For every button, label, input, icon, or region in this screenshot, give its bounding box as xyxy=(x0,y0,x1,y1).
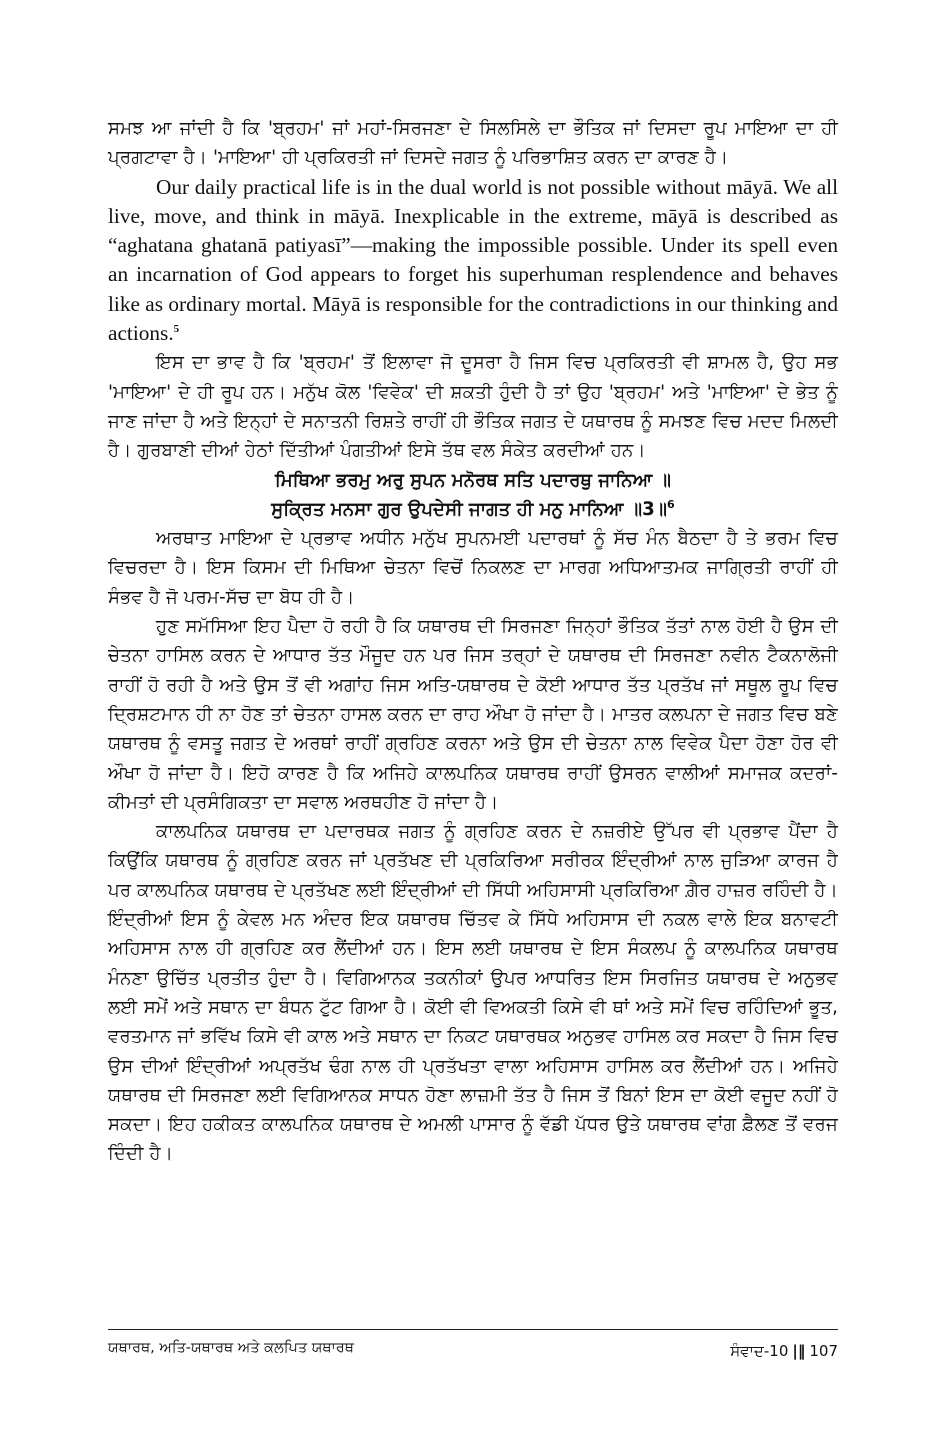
paragraph-3: ਇਸ ਦਾ ਭਾਵ ਹੈ ਕਿ 'ਬ੍ਰਹਮ' ਤੋਂ ਇਲਾਵਾ ਜੋ ਦੂਸਰਾ ਹੈ ਜਿਸ ਵਿਚ ਪ੍ਰਕਿਰਤੀ ਵੀ ਸ਼ਾਮਲ ਹੈ, ਉਹ ਸਭ 'ਮਾਇਆ' ਦੇ ਹੀ ਰੂਪ ਹਨ। ਮਨੁੱਖ ਕੋਲ 'ਵਿਵੇਕ' ਦੀ ਸ਼ਕਤੀ ਹੁੰਦੀ ਹੈ ਤਾਂ ਉਹ 'ਬ੍ਰਹਮ' ਅਤੇ 'ਮਾਇਆ' ਦੇ ਭੇਤ ਨੂੰ ਜਾਣ ਜਾਂਦਾ ਹੈ ਅਤੇ ਇਨ੍ਹਾਂ ਦੇ ਸਨਾਤਨੀ ਰਿਸ਼ਤੇ ਰਾਹੀਂ ਹੀ ਭੌਤਿਕ ਜਗਤ ਦੇ ਯਥਾਰਥ ਨੂੰ ਸਮਝਣ ਵਿਚ ਮਦਦ ਮਿਲਦੀ ਹੈ। ਗੁਰਬਾਣੀ ਦੀਆਂ ਹੇਠਾਂ ਦਿੱਤੀਆਂ ਪੰਗਤੀਆਂ ਇਸੇ ਤੱਥ ਵਲ ਸੰਕੇਤ ਕਰਦੀਆਂ ਹਨ। xyxy=(108,352,838,462)
page-body xyxy=(108,114,838,1169)
journal-name: ਸੰਵਾਦ-10 xyxy=(730,1342,789,1360)
paragraph-1: ਸਮਝ ਆ ਜਾਂਦੀ ਹੈ ਕਿ 'ਬ੍ਰਹਮ' ਜਾਂ ਮਹਾਂ-ਸਿਰਜਣਾ ਦੇ ਸਿਲਸਿਲੇ ਦਾ ਭੌਤਿਕ ਜਾਂ ਦਿਸਦਾ ਰੂਪ ਮਾਇਆ ਦਾ ਹੀ ਪ੍ਰਗਟਾਵਾ ਹੈ। 'ਮਾਇਆ' ਹੀ ਪ੍ਰਕਿਰਤੀ ਜਾਂ ਦਿਸਦੇ ਜਗਤ ਨੂੰ ਪਰਿਭਾਸ਼ਿਤ ਕਰਨ ਦਾ ਕਾਰਣ ਹੈ। xyxy=(108,118,838,169)
paragraph-6: ਕਾਲਪਨਿਕ ਯਥਾਰਥ ਦਾ ਪਦਾਰਥਕ ਜਗਤ ਨੂੰ ਗ੍ਰਹਿਣ ਕਰਨ ਦੇ ਨਜ਼ਰੀਏ ਉੱਪਰ ਵੀ ਪ੍ਰਭਾਵ ਪੈਂਦਾ ਹੈ ਕਿਉਂਕਿ ਯਥਾਰਥ ਨੂੰ ਗ੍ਰਹਿਣ ਕਰਨ ਜਾਂ ਪ੍ਰਤੱਖਣ ਦੀ ਪ੍ਰਕਿਰਿਆ ਸਰੀਰਕ ਇੰਦ੍ਰੀਆਂ ਨਾਲ ਜੁੜਿਆ ਕਾਰਜ ਹੈ ਪਰ ਕਾਲਪਨਿਕ ਯਥਾਰਥ ਦੇ ਪ੍ਰਤੱਖਣ ਲਈ ਇੰਦ੍ਰੀਆਂ ਦੀ ਸਿੱਧੀ ਅਹਿਸਾਸੀ ਪ੍ਰਕਿਰਿਆ ਗ਼ੈਰ ਹਾਜ਼ਰ ਰਹਿੰਦੀ ਹੈ। ਇੰਦ੍ਰੀਆਂ ਇਸ ਨੂੰ ਕੇਵਲ ਮਨ ਅੰਦਰ ਇਕ ਯਥਾਰਥ ਚਿੱਤਵ ਕੇ ਸਿੱਧੇ ਅਹਿਸਾਸ ਦੀ ਨਕਲ ਵਾਲੇ ਇਕ ਬਨਾਵਟੀ ਅਹਿਸਾਸ ਨਾਲ ਹੀ ਗ੍ਰਹਿਣ ਕਰ ਲੈਂਦੀਆਂ ਹਨ। ਇਸ ਲਈ ਯਥਾਰਥ ਦੇ ਇਸ ਸੰਕਲਪ ਨੂੰ ਕਾਲਪਨਿਕ ਯਥਾਰਥ ਮੰਨਣਾ ਉਚਿੱਤ ਪ੍ਰਤੀਤ ਹੁੰਦਾ ਹੈ। ਵਿਗਿਆਨਕ ਤਕਨੀਕਾਂ ਉਪਰ ਆਧਰਿਤ ਇਸ ਸਿਰਜਿਤ ਯਥਾਰਥ ਦੇ ਅਨੁਭਵ ਲਈ ਸਮੇਂ ਅਤੇ ਸਥਾਨ ਦਾ ਬੰਧਨ ਟੁੱਟ ਗਿਆ ਹੈ। ਕੋਈ ਵੀ ਵਿਅਕਤੀ ਕਿਸੇ ਵੀ ਥਾਂ ਅਤੇ ਸਮੇਂ ਵਿਚ ਰਹਿੰਦਿਆਂ ਭੂਤ, ਵਰਤਮਾਨ ਜਾਂ ਭਵਿੱਖ ਕਿਸੇ ਵੀ ਕਾਲ ਅਤੇ ਸਥਾਨ ਦਾ ਨਿਕਟ ਯਥਾਰਥਕ ਅਨੁਭਵ ਹਾਸਿਲ ਕਰ ਸਕਦਾ ਹੈ ਜਿਸ ਵਿਚ ਉਸ ਦੀਆਂ ਇੰਦ੍ਰੀਆਂ ਅਪ੍ਰਤੱਖ ਢੰਗ ਨਾਲ ਹੀ ਪ੍ਰਤੱਖਤਾ ਵਾਲਾ ਅਹਿਸਾਸ ਹਾਸਿਲ ਕਰ ਲੈਂਦੀਆਂ ਹਨ। ਅਜਿਹੇ ਯਥਾਰਥ ਦੀ ਸਿਰਜਣਾ ਲਈ ਵਿਗਿਆਨਕ ਸਾਧਨ ਹੋਣਾ ਲਾਜ਼ਮੀ ਤੱਤ ਹੈ ਜਿਸ ਤੋਂ ਬਿਨਾਂ ਇਸ ਦਾ ਕੋਈ ਵਜੂਦ ਨਹੀਂ ਹੋ ਸਕਦਾ। ਇਹ ਹਕੀਕਤ ਕਾਲਪਨਿਕ ਯਥਾਰਥ ਦੇ ਅਮਲੀ ਪਾਸਾਰ ਨੂੰ ਵੱਡੀ ਪੱਧਰ ਉਤੇ ਯਥਾਰਥ ਵਾਂਗ ਫ਼ੈਲਣ ਤੋਂ ਵਰਜ ਦਿੰਦੀ ਹੈ। xyxy=(108,821,838,1165)
footnote-marker-5: 5 xyxy=(173,322,180,335)
page-number: 107 xyxy=(809,1342,838,1360)
verse-line-2 xyxy=(108,495,838,524)
paragraph-4: ਅਰਥਾਤ ਮਾਇਆ ਦੇ ਪ੍ਰਭਾਵ ਅਧੀਨ ਮਨੁੱਖ ਸੁਪਨਮਈ ਪਦਾਰਥਾਂ ਨੂੰ ਸੱਚ ਮੰਨ ਬੈਠਦਾ ਹੈ ਤੇ ਭਰਮ ਵਿਚ ਵਿਚਰਦਾ ਹੈ। ਇਸ ਕਿਸਮ ਦੀ ਮਿਥਿਆ ਚੇਤਨਾ ਵਿਚੋਂ ਨਿਕਲਣ ਦਾ ਮਾਰਗ ਅਧਿਆਤਮਕ ਜਾਗ੍ਰਿਤੀ ਰਾਹੀਂ ਹੀ ਸੰਭਵ ਹੈ ਜੋ ਪਰਮ-ਸੱਚ ਦਾ ਬੋਧ ਹੀ ਹੈ। xyxy=(108,528,838,608)
running-title: ਯਥਾਰਥ, ਅਤਿ-ਯਥਾਰਥ ਅਤੇ ਕਲਪਿਤ ਯਥਾਰਥ xyxy=(108,1340,354,1356)
page-footer xyxy=(108,1329,838,1360)
verse-line-2-text: ਸੁਕ੍ਰਿਤ ਮਨਸਾ ਗੁਰ ਉਪਦੇਸੀ ਜਾਗਤ ਹੀ ਮਨੁ ਮਾਨਿਆ ॥3॥ xyxy=(271,498,668,520)
paragraph-2-english xyxy=(108,173,838,349)
footer-separator: |‖ xyxy=(792,1342,806,1360)
paragraph-2-text: Our daily practical life is in the dual world is not possible without māyā. We all live, move, and think in māyā. Inexplicable in the extreme, māyā is described as “aghatana ghatanā patiyasī”—making the impossible possible. Under its spell even an incarnation of God appears to forget his superhuman resplendence and behaves like as ordinary mortal. Māyā is responsible for the contradictions in our thinking and actions. xyxy=(108,174,838,346)
paragraph-5: ਹੁਣ ਸਮੱਸਿਆ ਇਹ ਪੈਦਾ ਹੋ ਰਹੀ ਹੈ ਕਿ ਯਥਾਰਥ ਦੀ ਸਿਰਜਣਾ ਜਿਨ੍ਹਾਂ ਭੌਤਿਕ ਤੱਤਾਂ ਨਾਲ ਹੋਈ ਹੈ ਉਸ ਦੀ ਚੇਤਨਾ ਹਾਸਿਲ ਕਰਨ ਦੇ ਆਧਾਰ ਤੱਤ ਮੌਜੂਦ ਹਨ ਪਰ ਜਿਸ ਤਰ੍ਹਾਂ ਦੇ ਯਥਾਰਥ ਦੀ ਸਿਰਜਣਾ ਨਵੀਨ ਟੈਕਨਾਲੋਜੀ ਰਾਹੀਂ ਹੋ ਰਹੀ ਹੈ ਅਤੇ ਉਸ ਤੋਂ ਵੀ ਅਗਾਂਹ ਜਿਸ ਅਤਿ-ਯਥਾਰਥ ਦੇ ਕੋਈ ਆਧਾਰ ਤੱਤ ਪ੍ਰਤੱਖ ਜਾਂ ਸਥੂਲ ਰੂਪ ਵਿਚ ਦ੍ਰਿਸ਼ਟਮਾਨ ਹੀ ਨਾ ਹੋਣ ਤਾਂ ਚੇਤਨਾ ਹਾਸਲ ਕਰਨ ਦਾ ਰਾਹ ਔਖਾ ਹੋ ਜਾਂਦਾ ਹੈ। ਮਾਤਰ ਕਲਪਨਾ ਦੇ ਜਗਤ ਵਿਚ ਬਣੇ ਯਥਾਰਥ ਨੂੰ ਵਸਤੂ ਜਗਤ ਦੇ ਅਰਥਾਂ ਰਾਹੀਂ ਗ੍ਰਹਿਣ ਕਰਨਾ ਅਤੇ ਉਸ ਦੀ ਚੇਤਨਾ ਨਾਲ ਵਿਵੇਕ ਪੈਦਾ ਹੋਣਾ ਹੋਰ ਵੀ ਔਖਾ ਹੋ ਜਾਂਦਾ ਹੈ। ਇਹੋ ਕਾਰਣ ਹੈ ਕਿ ਅਜਿਹੇ ਕਾਲਪਨਿਕ ਯਥਾਰਥ ਰਾਹੀਂ ਉਸਰਨ ਵਾਲੀਆਂ ਸਮਾਜਕ ਕਦਰਾਂ-ਕੀਮਤਾਂ ਦੀ ਪ੍ਰਸੰਗਿਕਤਾ ਦਾ ਸਵਾਲ ਅਰਥਹੀਣ ਹੋ ਜਾਂਦਾ ਹੈ। xyxy=(108,616,838,813)
footer-right xyxy=(730,1342,838,1360)
footnote-marker-6: 6 xyxy=(667,497,675,511)
verse-line-1: ਮਿਥਿਆ ਭਰਮੁ ਅਰੁ ਸੁਪਨ ਮਨੋਰਥ ਸਤਿ ਪਦਾਰਥੁ ਜਾਨਿਆ ॥ xyxy=(274,469,672,491)
